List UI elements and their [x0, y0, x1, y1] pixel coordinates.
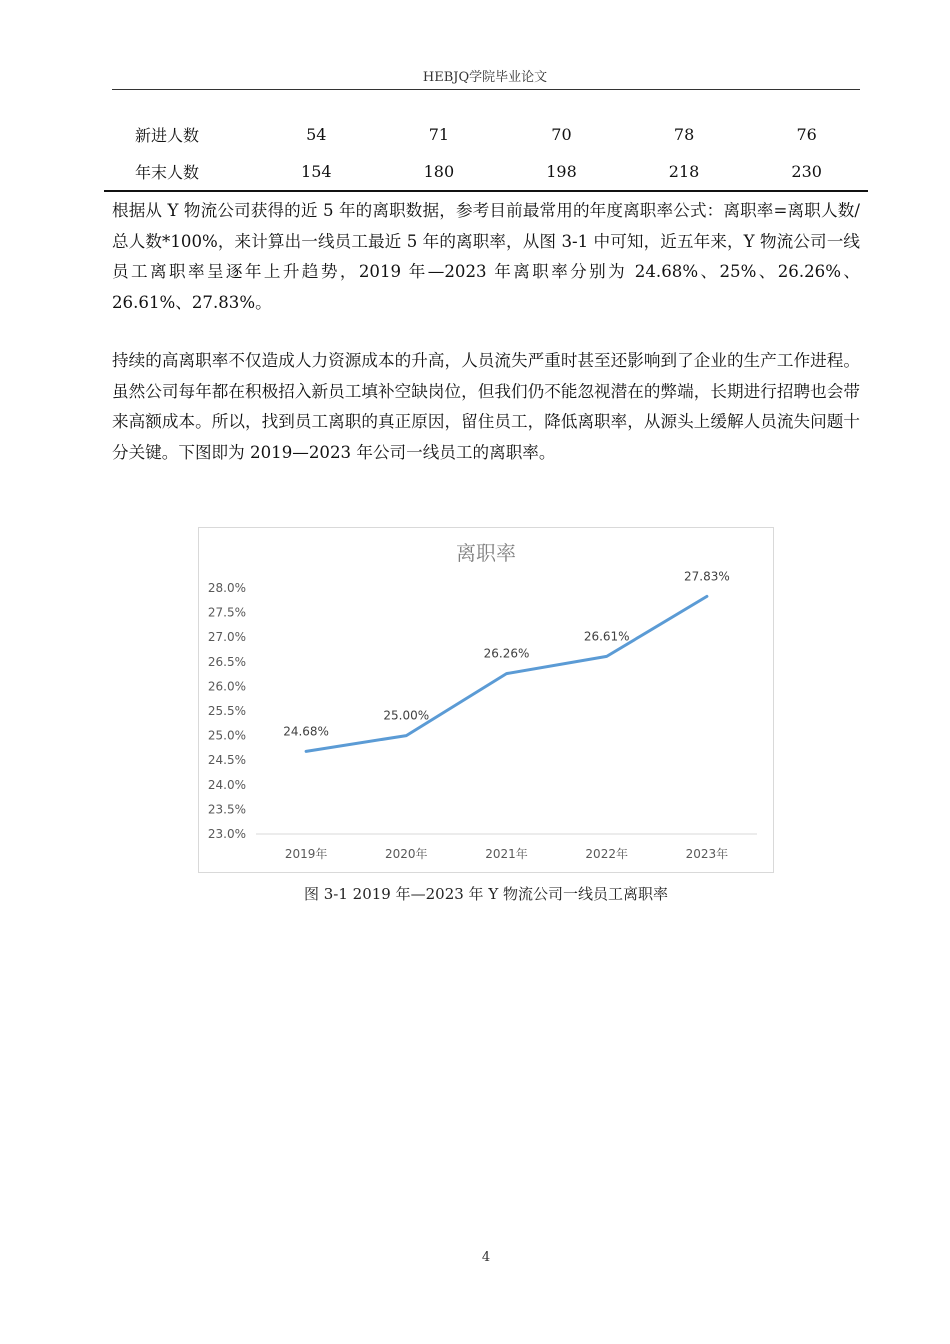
chart-title: 离职率 — [456, 541, 516, 565]
table-cell: 230 — [745, 153, 868, 191]
x-tick-label: 2019年 — [284, 847, 328, 861]
table-cell: 218 — [623, 153, 746, 191]
table-cell: 154 — [255, 153, 378, 191]
table-cell: 180 — [378, 153, 501, 191]
data-label: 27.83% — [684, 569, 730, 584]
header-rule — [112, 89, 860, 90]
data-label: 24.68% — [283, 724, 329, 739]
body-paragraph: 持续的高离职率不仅造成人力资源成本的升高，人员流失严重时甚至还影响到了企业的生产工作进程。虽然公司每年都在积极招入新员工填补空缺岗位，但我们仍不能忽视潜在的弊端，长期进行招聘也会带来高额成本。所以，找到员工离职的真正原因，留住员工，降低离职率，从源头上缓解人员流失问题十分关键。下图即为 2019—2023 年公司一线员工的离职率。 — [112, 351, 860, 463]
table-row — [104, 153, 868, 191]
running-header: HEBJQ学院毕业论文 — [422, 70, 548, 85]
table-row-label: 新进人数 — [135, 126, 200, 145]
table-row — [104, 116, 868, 153]
page-number: 4 — [481, 1250, 491, 1265]
y-tick-label: 28.0% — [207, 581, 246, 595]
y-tick-label: 23.0% — [207, 827, 246, 841]
x-tick-label: 2021年 — [485, 847, 528, 861]
table-cell: 70 — [551, 125, 572, 144]
table-cell: 198 — [500, 153, 623, 191]
data-table — [104, 116, 868, 192]
y-tick-label: 26.5% — [207, 654, 246, 669]
table-cell: 78 — [673, 125, 695, 144]
y-tick-label: 26.0% — [207, 679, 246, 694]
x-tick-label: 2023年 — [685, 847, 729, 861]
y-tick-label: 25.0% — [207, 728, 246, 743]
data-label: 26.26% — [483, 646, 530, 661]
chart-svg — [199, 528, 773, 872]
y-tick-label: 24.0% — [207, 777, 246, 792]
body-paragraph: 根据从 Y 物流公司获得的近 5 年的离职数据，参考目前最常用的年度离职率公式：离职率=离职人数/总人数*100%，来计算出一线员工最近 5 年的离职率，从图 3-1 中可知，近五年来，Y 物流公司一线员工离职率呈逐年上升趋势，2019 年—2023 年离职率分别为 24.68%、25%、26.26%、26.61%、27.83%。 — [112, 201, 860, 313]
data-label: 26.61% — [583, 629, 630, 644]
y-tick-label: 23.5% — [207, 802, 246, 817]
data-label: 25.00% — [383, 708, 430, 723]
y-tick-label: 24.5% — [207, 753, 246, 768]
x-tick-label: 2022年 — [585, 847, 628, 861]
line-chart — [198, 527, 774, 873]
table-cell: 54 — [306, 125, 327, 144]
y-tick-label: 27.5% — [207, 605, 246, 620]
x-tick-label: 2020年 — [385, 847, 428, 861]
figure-caption: 图 3-1 2019 年—2023 年 Y 物流公司一线员工离职率 — [303, 885, 668, 903]
table-row-label: 年末人数 — [104, 153, 255, 191]
y-tick-label: 27.0% — [207, 630, 246, 645]
table-cell: 76 — [796, 125, 817, 144]
table-cell: 71 — [428, 125, 450, 144]
y-tick-label: 25.5% — [207, 704, 246, 718]
series-line — [306, 596, 707, 751]
